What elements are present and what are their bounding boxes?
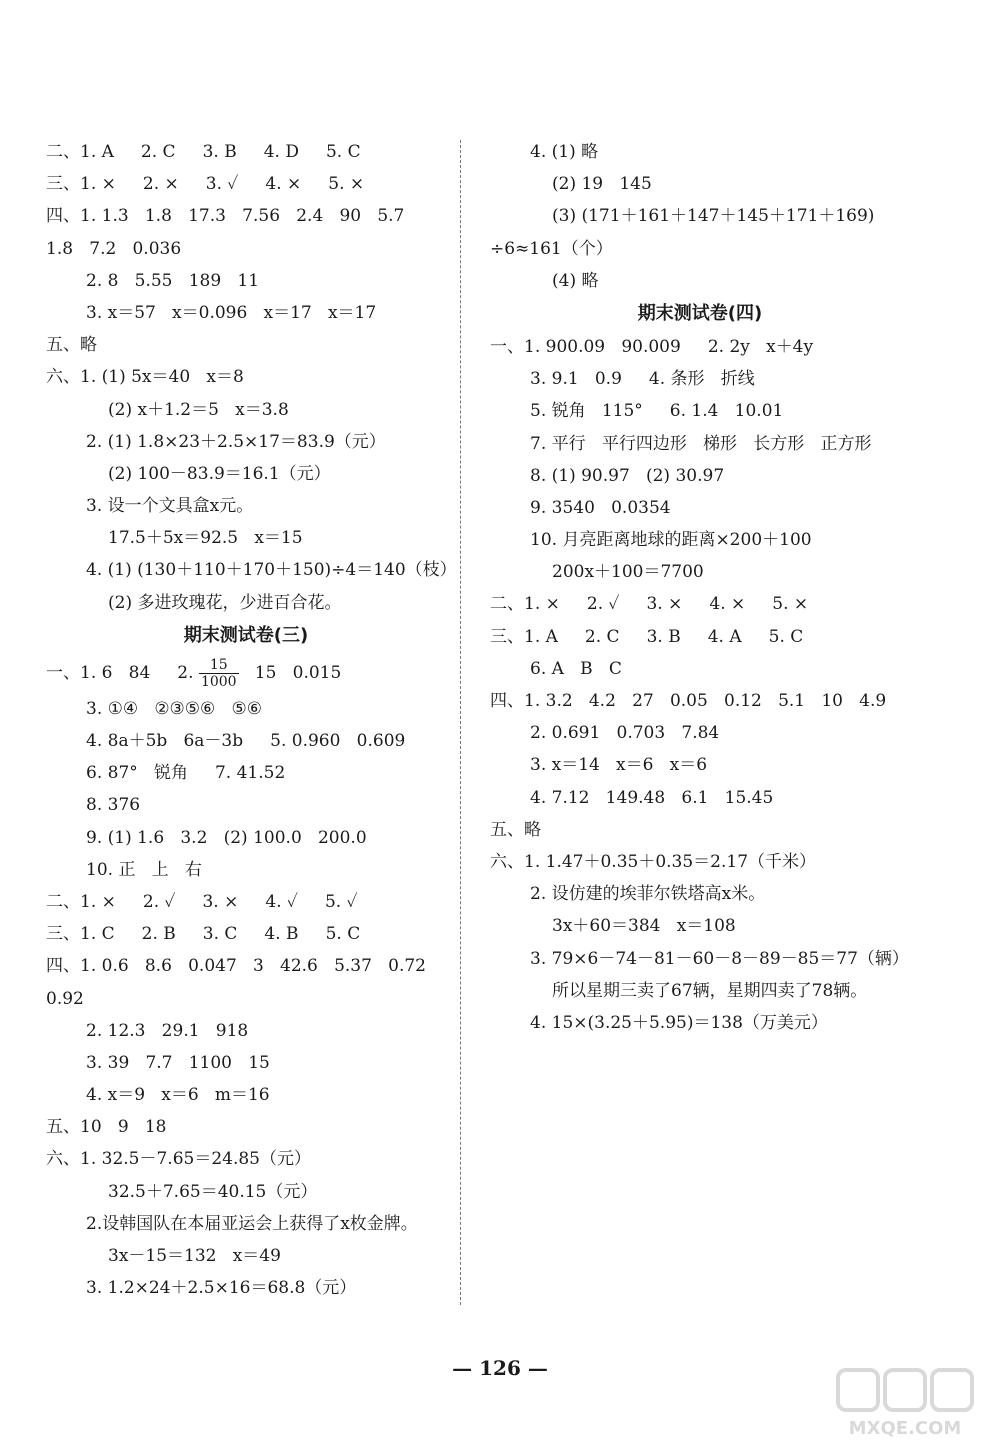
answer-text: 7. 平行 平行四边形 梯形 长方形 正方形 [530, 433, 872, 454]
left-answer-column [46, 136, 457, 1304]
left-answer-line [46, 361, 446, 393]
right-answer-line [490, 621, 910, 653]
left-answer-line [46, 426, 446, 458]
answer-text: 五、10 9 18 [46, 1117, 167, 1138]
right-answer-line [490, 492, 910, 524]
right-answer-line [490, 846, 910, 878]
left-answer-line [46, 265, 446, 297]
answer-text: 1.8 7.2 0.036 [46, 238, 182, 259]
right-answer-line [490, 200, 910, 232]
left-answer-line [46, 233, 446, 265]
right-answer-line [490, 717, 910, 749]
answer-text: 5. 锐角 115° 6. 1.4 10.01 [530, 401, 784, 422]
answer-text: ÷6≈161（个） [490, 238, 613, 259]
right-answer-line [490, 524, 910, 556]
left-answer-line [46, 522, 446, 554]
left-answer-line [46, 757, 446, 789]
answer-text: 3. ①④ ②③⑤⑥ ⑤⑥ [86, 698, 262, 719]
right-answer-line [490, 943, 910, 975]
answer-text: 2. 0.691 0.703 7.84 [530, 723, 720, 744]
left-answer-line [46, 822, 446, 854]
answer-text: 2. 12.3 29.1 918 [86, 1020, 249, 1041]
right-answer-column [490, 136, 910, 1039]
left-answer-line [46, 1208, 446, 1240]
page-number: — 126 — [452, 1356, 548, 1380]
left-answer-line [46, 136, 446, 168]
answer-text: 4. 7.12 149.48 6.1 15.45 [530, 787, 774, 808]
left-answer-line [46, 587, 446, 619]
left-answer-line [46, 854, 446, 886]
answer-text: 9. (1) 1.6 3.2 (2) 100.0 200.0 [86, 827, 367, 848]
right-answer-line [490, 782, 910, 814]
answer-text: 三、1. A 2. C 3. B 4. A 5. C [490, 626, 804, 647]
answer-text: 3. 1.2×24＋2.5×16＝68.8（元） [86, 1278, 357, 1299]
answer-text: 所以星期三卖了67辆，星期四卖了78辆。 [552, 980, 868, 1001]
answer-text: 3. x＝57 x＝0.096 x＝17 x＝17 [86, 302, 377, 323]
left-answer-line [46, 297, 446, 329]
answer-text: 3. 79×6－74－81－60－8－89－85＝77（辆） [530, 948, 909, 969]
left-answer-line [46, 394, 446, 426]
fraction-denominator: 1000 [200, 673, 237, 690]
section-title: 期末测试卷(三) [183, 624, 309, 646]
left-answer-line [46, 1272, 446, 1304]
answer-text: 五、略 [490, 819, 541, 840]
left-answer-line [46, 1176, 446, 1208]
answer-text-after: 15 0.015 [238, 662, 342, 683]
left-answer-line [46, 1143, 446, 1175]
answer-text: 四、1. 0.6 8.6 0.047 3 42.6 5.37 0.72 [46, 956, 427, 977]
answer-text: 200x＋100＝7700 [552, 562, 704, 583]
answer-text: 3. 9.1 0.9 4. 条形 折线 [530, 369, 755, 390]
right-answer-line [490, 395, 910, 427]
answer-text: 4. (1) 略 [530, 142, 599, 162]
answer-text: 6. 87° 锐角 7. 41.52 [86, 763, 286, 784]
column-divider [460, 140, 461, 1305]
answer-text: 9. 3540 0.0354 [530, 497, 671, 518]
left-answer-line [46, 200, 446, 232]
right-answer-line [490, 363, 910, 395]
right-answer-line [490, 910, 910, 942]
right-answer-line [490, 460, 910, 492]
answer-text: (3) (171＋161＋147＋145＋171＋169) [552, 206, 875, 227]
answer-text: (4) 略 [552, 270, 599, 291]
answer-text: 2. 设仿建的埃菲尔铁塔高x米。 [530, 884, 766, 905]
answer-text: 五、略 [46, 335, 97, 356]
answer-text: 4. 15×(3.25＋5.95)＝138（万美元） [530, 1012, 828, 1033]
section-title: 期末测试卷(四) [637, 302, 763, 324]
left-answer-line [46, 168, 446, 200]
answer-text: 6. A B C [530, 658, 622, 679]
right-answer-line [490, 814, 910, 846]
answer-text: 8. 376 [86, 795, 141, 816]
left-answer-line [46, 725, 446, 757]
answer-text: 一、1. 900.09 90.009 2. 2y x＋4y [490, 336, 814, 357]
right-answer-line [490, 588, 910, 620]
right-answer-line [490, 428, 910, 460]
right-answer-line [490, 556, 910, 588]
watermark-logo [830, 1364, 980, 1439]
answer-text: 二、1. A 2. C 3. B 4. D 5. C [46, 142, 361, 162]
answer-text: 4. (1) (130＋110＋170＋150)÷4＝140（枝） [86, 560, 457, 581]
left-answer-line [46, 1047, 446, 1079]
answer-text: 二、1. × 2. ✓ 3. × 4. × 5. × [490, 594, 809, 615]
answer-text: (2) 100－83.9＝16.1（元） [108, 463, 331, 484]
right-answer-line [490, 168, 910, 200]
answer-text: 3. 设一个文具盒x元。 [86, 496, 254, 517]
left-answer-line [46, 789, 446, 821]
answer-text: 一、1. 6 84 2. [46, 662, 199, 683]
answer-text: 32.5＋7.65＝40.15（元） [108, 1181, 318, 1202]
answer-text: (2) x＋1.2＝5 x＝3.8 [108, 399, 289, 420]
left-answer-line [46, 1111, 446, 1143]
fraction-numerator: 15 [199, 657, 239, 674]
left-answer-line [46, 950, 446, 982]
watermark-text: MXQE.COM [848, 1418, 962, 1439]
answer-text: 六、1. (1) 5x＝40 x＝8 [46, 367, 244, 388]
answer-text: 3x＋60＝384 x＝108 [552, 916, 736, 937]
right-answer-line [490, 653, 910, 685]
answer-text: 四、1. 1.3 1.8 17.3 7.56 2.4 90 5.7 [46, 206, 405, 227]
answer-text: (2) 19 145 [552, 174, 652, 195]
answer-text: 六、1. 1.47＋0.35＋0.35＝2.17（千米） [490, 851, 817, 872]
answer-text: 8. (1) 90.97 (2) 30.97 [530, 465, 725, 486]
answer-text: 10. 正 上 右 [86, 859, 202, 880]
answer-text: 10. 月亮距离地球的距离×200＋100 [530, 530, 812, 551]
watermark-logo-icon [830, 1364, 980, 1419]
left-answer-line [46, 554, 457, 586]
right-answer-line [490, 1007, 910, 1039]
answer-text: (2) 多进玫瑰花，少进百合花。 [108, 592, 342, 613]
right-answer-line [490, 331, 910, 363]
right-answer-line [490, 685, 910, 717]
answer-text: 三、1. × 2. × 3. ✓ 4. × 5. × [46, 174, 365, 195]
left-answer-line [46, 653, 446, 693]
right-answer-line [490, 265, 910, 297]
answer-text: 2. (1) 1.8×23＋2.5×17＝83.9（元） [86, 431, 386, 452]
answer-text: 17.5＋5x＝92.5 x＝15 [108, 528, 303, 549]
answer-text: 2. 8 5.55 189 11 [86, 270, 260, 291]
answer-text: 六、1. 32.5－7.65＝24.85（元） [46, 1149, 311, 1170]
left-answer-line [46, 329, 446, 361]
answer-text: 2.设韩国队在本届亚运会上获得了x枚金牌。 [86, 1213, 418, 1234]
answer-text: 3. 39 7.7 1100 15 [86, 1052, 270, 1073]
right-answer-line [490, 136, 910, 168]
left-answer-line [46, 1015, 446, 1047]
answer-text: 4. x＝9 x＝6 m＝16 [86, 1085, 270, 1106]
answer-text: 3. x＝14 x＝6 x＝6 [530, 755, 708, 776]
fraction [199, 657, 239, 690]
left-answer-line [46, 693, 446, 725]
answer-text: 4. 8a＋5b 6a－3b 5. 0.960 0.609 [86, 731, 406, 751]
right-answer-line [490, 878, 910, 910]
left-answer-line [46, 490, 446, 522]
left-answer-line [46, 1240, 446, 1272]
left-answer-line [46, 918, 446, 950]
left-answer-line [46, 983, 446, 1015]
answer-text: 二、1. × 2. ✓ 3. × 4. ✓ 5. ✓ [46, 891, 358, 912]
right-answer-line [490, 233, 910, 265]
answer-text: 3x－15＝132 x＝49 [108, 1246, 281, 1266]
left-answer-line [46, 458, 446, 490]
answer-text: 三、1. C 2. B 3. C 4. B 5. C [46, 924, 361, 945]
answer-text: 0.92 [46, 988, 84, 1009]
right-answer-line [490, 749, 910, 781]
answer-text: 四、1. 3.2 4.2 27 0.05 0.12 5.1 10 4.9 [490, 691, 887, 711]
left-answer-line [46, 886, 446, 918]
right-answer-line [490, 975, 910, 1007]
left-answer-line [46, 1079, 446, 1111]
